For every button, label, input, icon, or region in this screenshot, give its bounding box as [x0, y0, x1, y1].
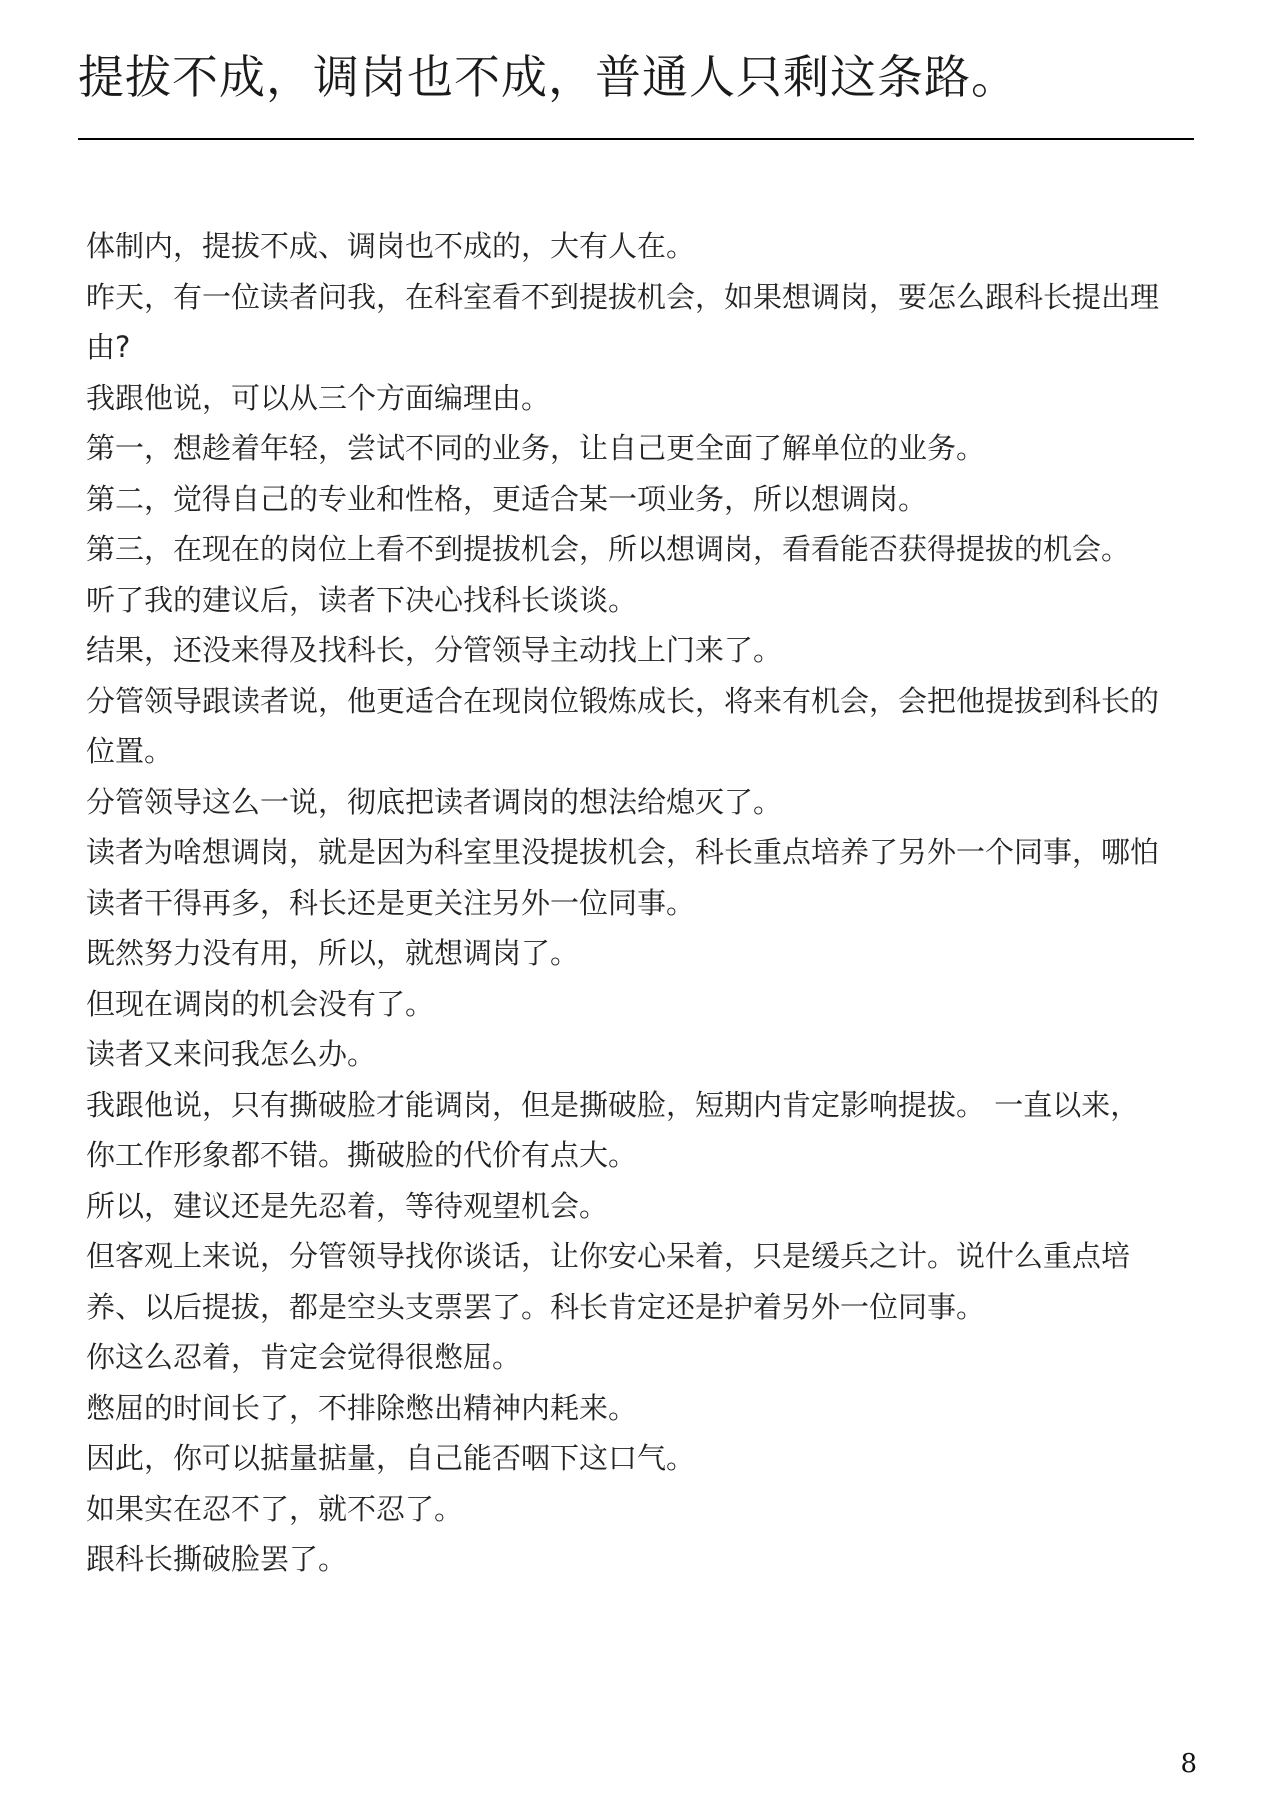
paragraph: 但客观上来说，分管领导找你谈话，让你安心呆着，只是缓兵之计。说什么重点培养、以后提拔，都是空头支票罢了。科长肯定还是护着另外一位同事。: [86, 1239, 1131, 1324]
title-divider: [78, 138, 1194, 140]
paragraph: 憋屈的时间长了，不排除憋出精神内耗来。: [86, 1390, 638, 1425]
paragraph: 跟科长撕破脸罢了。: [86, 1542, 348, 1576]
paragraph: 我跟他说，只有撕破脸才能调岗，但是撕破脸，短期内肯定影响提拔。 一直以来，你工作形象都不错。撕破脸的代价有点大。: [86, 1087, 1140, 1172]
paragraph: 既然努力没有用，所以，就想调岗了。: [86, 936, 580, 970]
paragraph: 第一，想趁着年轻，尝试不同的业务，让自己更全面了解单位的业务。: [86, 431, 986, 465]
paragraph: 读者又来问我怎么办。: [86, 1037, 377, 1071]
paragraph: 所以，建议还是先忍着，等待观望机会。: [86, 1188, 609, 1223]
article-body: [86, 221, 1168, 1585]
paragraph: 读者为啥想调岗，就是因为科室里没提拔机会，科长重点培养了另外一个同事，哪怕读者干得再多，科长还是更关注另外一位同事。: [86, 835, 1160, 920]
paragraph: 第二，觉得自己的专业和性格，更适合某一项业务，所以想调岗。: [86, 481, 928, 516]
paragraph: 但现在调岗的机会没有了。: [86, 986, 435, 1021]
page-number: 8: [1180, 1749, 1197, 1779]
page-title: 提拔不成，调岗也不成，普通人只剩这条路。: [78, 50, 1018, 104]
paragraph: 听了我的建议后，读者下决心找科长谈谈。: [86, 582, 638, 617]
paragraph: 分管领导跟读者说，他更适合在现岗位锻炼成长，将来有机会，会把他提拔到科长的位置。: [86, 683, 1160, 768]
paragraph: 你这么忍着，肯定会觉得很憋屈。: [86, 1340, 522, 1374]
paragraph: 第三，在现在的岗位上看不到提拔机会，所以想调岗，看看能否获得提拔的机会。: [86, 532, 1131, 566]
paragraph: 体制内，提拔不成、调岗也不成的，大有人在。: [86, 229, 696, 263]
paragraph: 因此，你可以掂量掂量，自己能否咽下这口气。: [86, 1441, 696, 1475]
paragraph: 分管领导这么一说，彻底把读者调岗的想法给熄灭了。: [86, 784, 783, 819]
paragraph: 我跟他说，可以从三个方面编理由。: [86, 380, 551, 415]
paragraph: 结果，还没来得及找科长，分管领导主动找上门来了。: [86, 633, 783, 667]
paragraph: 如果实在忍不了，就不忍了。: [86, 1491, 464, 1526]
paragraph: 昨天，有一位读者问我，在科室看不到提拔机会，如果想调岗，要怎么跟科长提出理由?: [86, 279, 1160, 364]
